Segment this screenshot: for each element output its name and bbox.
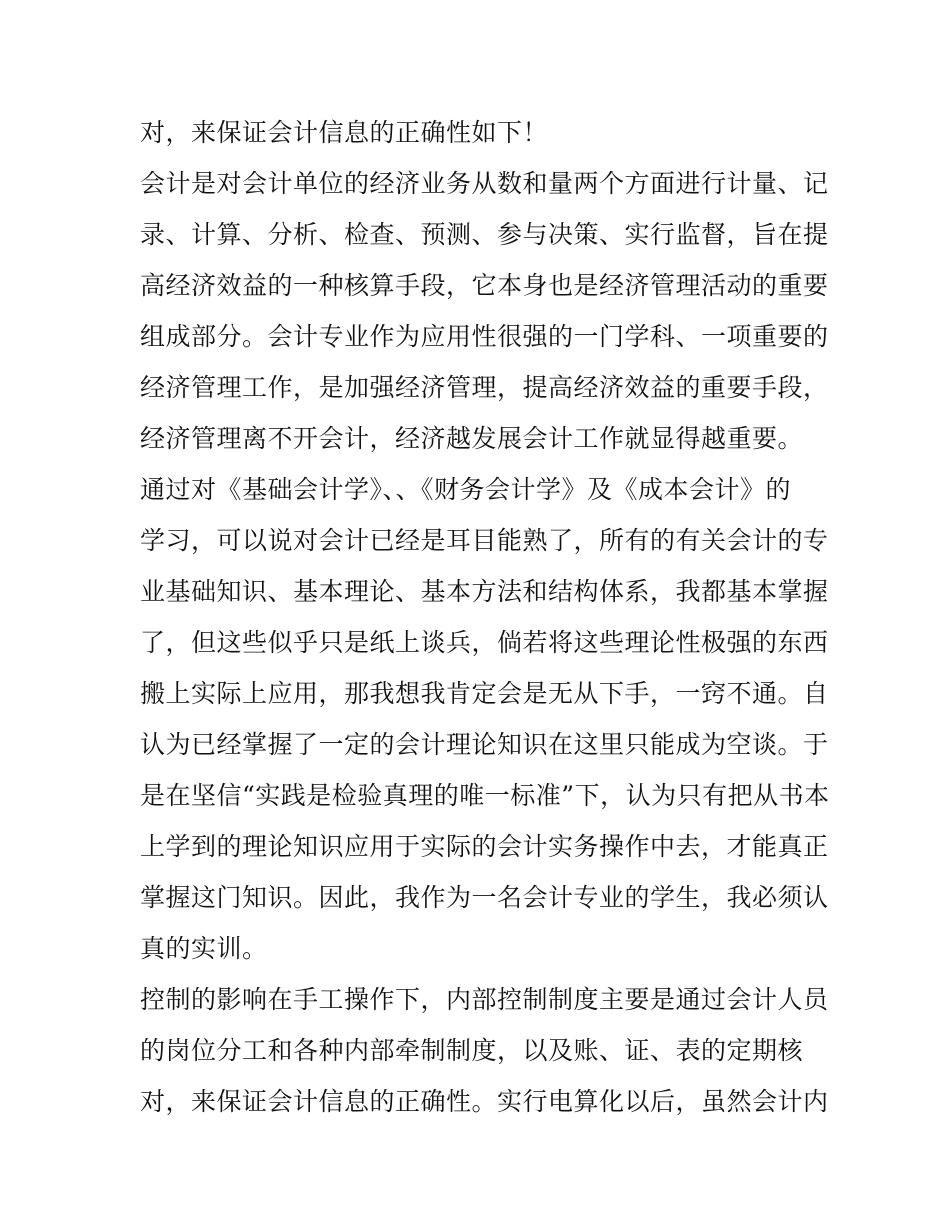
- text-line: 对，来保证会计信息的正确性。实行电算化以后，虽然会计内: [140, 1087, 829, 1116]
- text-line: 学习，可以说对会计已经是耳目能熟了，所有的有关会计的专: [140, 526, 829, 555]
- text-line: 搬上实际上应用，那我想我肯定会是无从下手，一窍不通。自: [140, 679, 829, 708]
- text-line: 业基础知识、基本理论、基本方法和结构体系，我都基本掌握: [140, 577, 829, 606]
- text-line: 真的实训。: [140, 934, 268, 963]
- text-line: 控制的影响在手工操作下，内部控制制度主要是通过会计人员: [140, 985, 829, 1014]
- text-line: 录、计算、分析、检查、预测、参与决策、实行监督，旨在提: [140, 220, 829, 249]
- text-line: 会计是对会计单位的经济业务从数和量两个方面进行计量、记: [140, 169, 829, 198]
- text-line: 认为已经掌握了一定的会计理论知识在这里只能成为空谈。于: [140, 730, 829, 759]
- text-line: 经济管理离不开会计，经济越发展会计工作就显得越重要。: [140, 424, 804, 453]
- text-line: 的岗位分工和各种内部牵制制度，以及账、证、表的定期核: [140, 1036, 804, 1065]
- text-line: 掌握这门知识。因此，我作为一名会计专业的学生，我必须认: [140, 883, 829, 912]
- document-body: [140, 107, 830, 1127]
- text-line: 是在坚信“实践是检验真理的唯一标准”下，认为只有把从书本: [140, 781, 830, 810]
- text-line: 高经济效益的一种核算手段，它本身也是经济管理活动的重要: [140, 271, 829, 300]
- text-line: 上学到的理论知识应用于实际的会计实务操作中去，才能真正: [140, 832, 829, 861]
- text-line: 通过对《基础会计学》、、《财务会计学》及《成本会计》的: [140, 475, 792, 504]
- text-line: 对，来保证会计信息的正确性如下！: [140, 118, 549, 147]
- text-line: 经济管理工作，是加强经济管理，提高经济效益的重要手段，: [140, 373, 829, 402]
- text-line: 了，但这些似乎只是纸上谈兵，倘若将这些理论性极强的东西: [140, 628, 829, 657]
- text-line: 组成部分。会计专业作为应用性很强的一门学科、一项重要的: [140, 322, 829, 351]
